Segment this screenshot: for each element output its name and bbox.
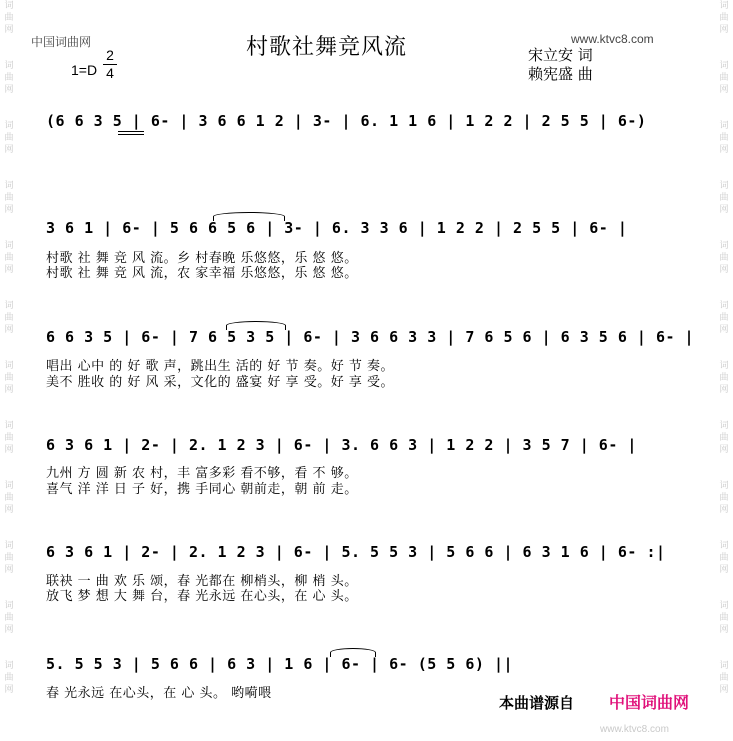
watermark-cell: 词 曲 网 (4, 121, 14, 155)
underline-beam (118, 131, 144, 132)
key-signature: 1=D (71, 62, 98, 78)
lyric-row-4-verse-2: 喜气 洋 洋 日 子 好，携 手同心 朝前走，朝 前 走。 (46, 482, 358, 497)
song-title: 村歌社舞竞风流 (246, 35, 408, 60)
watermark-cell: 词 曲 网 (719, 661, 729, 695)
lyric-row-6: 春 光永远 在心头，在 心 头。 哟嗬喂 (46, 686, 272, 701)
watermark-cell: 词 曲 网 (719, 181, 729, 215)
watermark-cell: 词 曲 网 (4, 301, 14, 335)
slur-mark (213, 212, 285, 221)
notation-row-1: (6 6 3 5 | 6- | 3 6 6 1 2 | 3- | 6. 1 1 6 | 1 2 2 | 2 5 5 | 6-) (46, 112, 647, 130)
meter-top: 2 (106, 47, 114, 63)
source-label: 本曲谱源自 (499, 695, 575, 712)
slur-mark (330, 648, 376, 657)
slur-mark (226, 321, 286, 330)
lyric-row-5-verse-2: 放飞 梦 想 大 舞 台，春 光永远 在心头，在 心 头。 (46, 589, 358, 604)
watermark-cell: 词 曲 网 (4, 181, 14, 215)
watermark-cell: 词 曲 网 (719, 121, 729, 155)
faint-url-watermark: www.ktvc8.com (600, 724, 669, 735)
notation-row-2: 3 6 1 | 6- | 5 6 6 5 6 | 3- | 6. 3 3 6 | 1 2 2 | 2 5 5 | 6- | (46, 219, 628, 237)
watermark-cell: 词 曲 网 (719, 421, 729, 455)
watermark-cell: 词 曲 网 (719, 601, 729, 635)
source-site-link[interactable]: 中国词曲网 (609, 695, 690, 712)
lyric-row-3-verse-2: 美不 胜收 的 好 风 采，文化的 盛宴 好 享 受。好 享 受。 (46, 375, 394, 390)
side-watermark-right (715, 0, 733, 720)
notation-row-5: 6 3 6 1 | 2- | 2. 1 2 3 | 6- | 5. 5 5 3 | 5 6 6 | 6 3 1 6 | 6- :| (46, 543, 666, 561)
watermark-cell: 词 曲 网 (4, 241, 14, 275)
watermark-cell: 词 曲 网 (719, 361, 729, 395)
watermark-cell: 词 曲 网 (4, 421, 14, 455)
lyricist-credit: 宋立安 词 (528, 46, 593, 64)
lyric-row-3-verse-1: 唱出 心中 的 好 歌 声，跳出生 活的 好 节 奏。好 节 奏。 (46, 359, 394, 374)
watermark-cell: 词 曲 网 (4, 481, 14, 515)
watermark-cell: 词 曲 网 (719, 61, 729, 95)
lyric-row-4-verse-1: 九州 方 圆 新 农 村，丰 富多彩 看不够，看 不 够。 (46, 466, 358, 481)
watermark-cell: 词 曲 网 (719, 541, 729, 575)
meter-bottom: 4 (106, 65, 114, 81)
lyric-row-2-verse-2: 村歌 社 舞 竞 风 流，农 家幸福 乐悠悠，乐 悠 悠。 (46, 266, 358, 281)
watermark-cell: 词 曲 网 (4, 1, 14, 35)
watermark-cell: 词 曲 网 (4, 61, 14, 95)
site-watermark-top-right: www.ktvc8.com (571, 32, 654, 46)
watermark-cell: 词 曲 网 (719, 301, 729, 335)
lyric-row-2-verse-1: 村歌 社 舞 竞 风 流。乡 村春晚 乐悠悠，乐 悠 悠。 (46, 251, 358, 266)
lyric-row-5-verse-1: 联袂 一 曲 欢 乐 颂，春 光都在 柳梢头，柳 梢 头。 (46, 574, 358, 589)
watermark-cell: 词 曲 网 (4, 361, 14, 395)
notation-row-3: 6 6 3 5 | 6- | 7 6 5 3 5 | 6- | 3 6 6 3 3 | 7 6 5 6 | 6 3 5 6 | 6- | (46, 328, 695, 346)
notation-row-4: 6 3 6 1 | 2- | 2. 1 2 3 | 6- | 3. 6 6 3 | 1 2 2 | 3 5 7 | 6- | (46, 436, 637, 454)
watermark-cell: 词 曲 网 (719, 241, 729, 275)
watermark-cell: 词 曲 网 (4, 541, 14, 575)
watermark-cell: 词 曲 网 (4, 601, 14, 635)
side-watermark-left (0, 0, 18, 720)
notation-row-6: 5. 5 5 3 | 5 6 6 | 6 3 | 1 6 | 6- | 6- (5 5 6) || (46, 655, 514, 673)
underline-beam (118, 134, 144, 135)
site-watermark-top-left: 中国词曲网 (31, 35, 92, 49)
composer-credit: 赖宪盛 曲 (528, 65, 593, 83)
watermark-cell: 词 曲 网 (4, 661, 14, 695)
time-signature (103, 48, 117, 81)
watermark-cell: 词 曲 网 (719, 481, 729, 515)
watermark-cell: 词 曲 网 (719, 1, 729, 35)
